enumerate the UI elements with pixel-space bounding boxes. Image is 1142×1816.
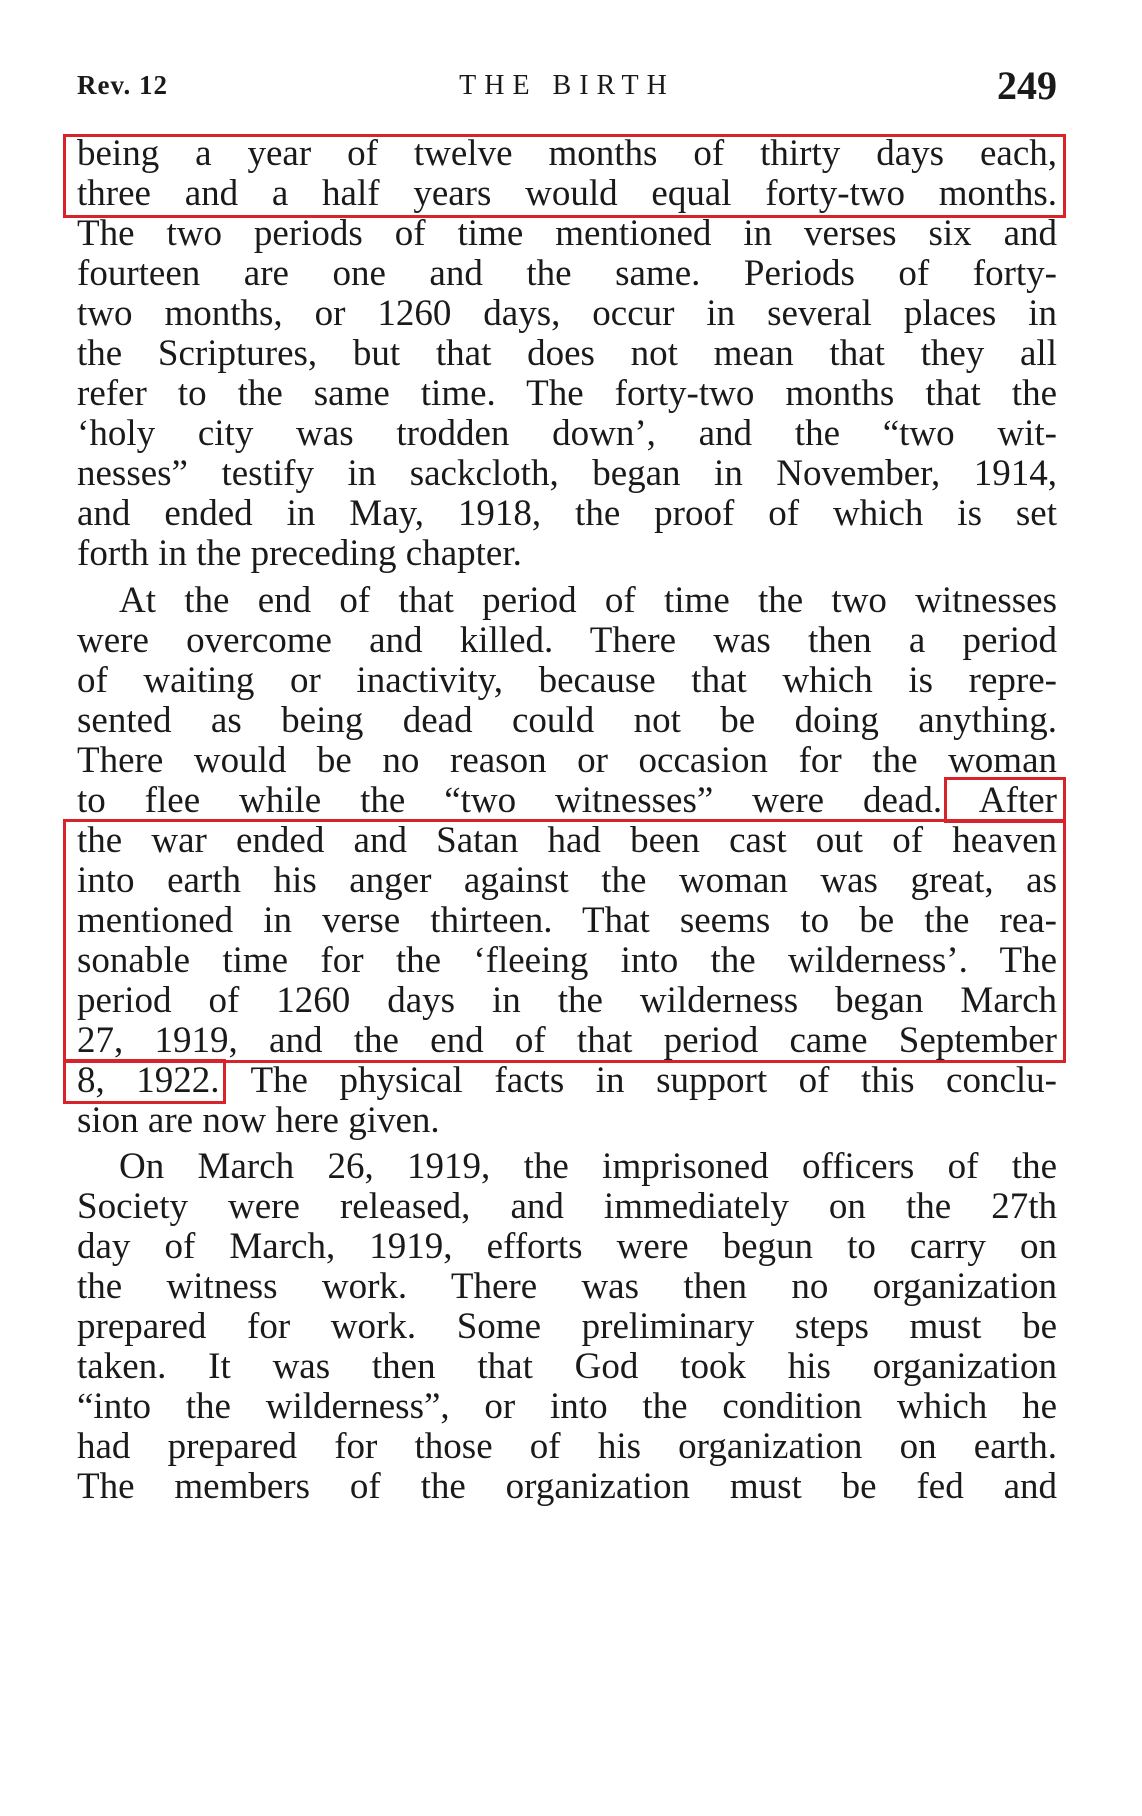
text-line: forth in the preceding chapter. xyxy=(77,533,522,574)
text-line: The members of the organization must be fed and xyxy=(77,1466,1057,1507)
text-line: had prepared for those of his organization on earth. xyxy=(77,1426,1057,1467)
text-line: three and a half years would equal forty-two months. xyxy=(77,173,1057,214)
text-line: two months, or 1260 days, occur in several places in xyxy=(77,293,1057,334)
text-line: fourteen are one and the same. Periods of forty- xyxy=(77,253,1057,294)
text-line: At the end of that period of time the two witnesses xyxy=(119,580,1057,621)
text-line: to flee while the “two witnesses” were dead. After xyxy=(77,780,1057,821)
text-line: were overcome and killed. There was then a period xyxy=(77,620,1057,661)
text-line: period of 1260 days in the wilderness began March xyxy=(77,980,1057,1021)
chapter-reference: Rev. 12 xyxy=(77,70,168,100)
text-line: being a year of twelve months of thirty days each, xyxy=(77,133,1057,174)
page-number: 249 xyxy=(997,63,1057,108)
running-header xyxy=(77,60,1057,120)
text-line: day of March, 1919, efforts were begun to carry on xyxy=(77,1226,1057,1267)
text-line: 8, 1922. The physical facts in support of this conclu- xyxy=(77,1060,1057,1101)
text-line: ‘holy city was trodden down’, and the “two wit- xyxy=(77,413,1057,454)
text-line: Society were released, and immediately on the 27th xyxy=(77,1186,1057,1227)
text-line: sented as being dead could not be doing anything. xyxy=(77,700,1057,741)
text-line: the war ended and Satan had been cast out of heaven xyxy=(77,820,1057,861)
text-line: There would be no reason or occasion for the woman xyxy=(77,740,1057,781)
text-line: nesses” testify in sackcloth, began in November, 1914, xyxy=(77,453,1057,494)
text-line: sion are now here given. xyxy=(77,1100,440,1141)
text-line: and ended in May, 1918, the proof of which is set xyxy=(77,493,1057,534)
text-line: On March 26, 1919, the imprisoned officers of the xyxy=(119,1146,1057,1187)
running-title: THE BIRTH xyxy=(459,70,675,101)
text-line: the witness work. There was then no organization xyxy=(77,1266,1057,1307)
text-line: of waiting or inactivity, because that which is repre- xyxy=(77,660,1057,701)
text-line: prepared for work. Some preliminary steps must be xyxy=(77,1306,1057,1347)
text-line: taken. It was then that God took his organization xyxy=(77,1346,1057,1387)
text-line: “into the wilderness”, or into the condition which he xyxy=(77,1386,1057,1427)
text-line: The two periods of time mentioned in verses six and xyxy=(77,213,1057,254)
text-line: mentioned in verse thirteen. That seems to be the rea- xyxy=(77,900,1057,941)
text-line: refer to the same time. The forty-two months that the xyxy=(77,373,1057,414)
text-line: the Scriptures, but that does not mean that they all xyxy=(77,333,1057,374)
text-line: into earth his anger against the woman was great, as xyxy=(77,860,1057,901)
text-line: sonable time for the ‘fleeing into the wilderness’. The xyxy=(77,940,1057,981)
text-line: 27, 1919, and the end of that period came September xyxy=(77,1020,1057,1061)
